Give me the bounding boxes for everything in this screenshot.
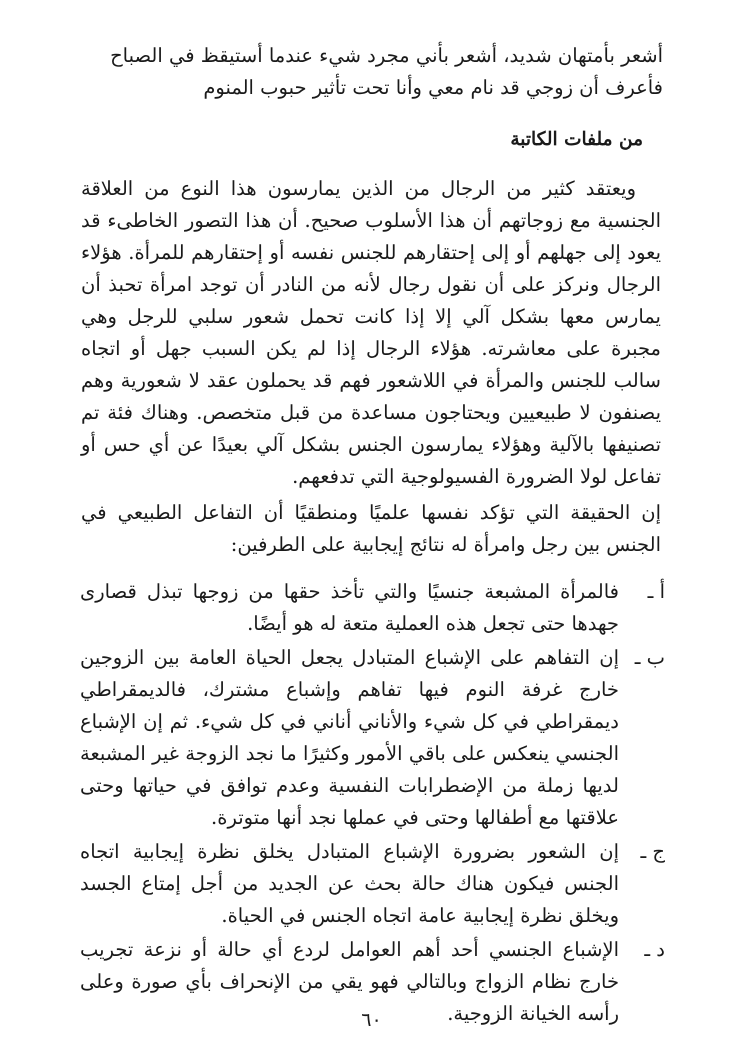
benefits-list — [80, 576, 665, 1032]
body-paragraph-1 — [81, 173, 661, 493]
paragraph-2-text: إن الحقيقة التي تؤكد نفسها علميًا ومنطقيًا أن التفاعل الطبيعي في الجنس بين رجل وامرأة له نتائج إيجابية على الطرفين: — [81, 501, 661, 556]
list-marker: ب ـ — [634, 646, 665, 669]
list-item-text: إن الشعور بضرورة الإشباع المتبادل يخلق نظرة إيجابية اتجاه الجنس فيكون هناك حالة بحث عن الجديد من أجل إمتاع الجسد ويخلق نظرة إيجابية عامة اتجاه الجنس في الحياة. — [80, 840, 619, 927]
section-heading: من ملفات الكاتبة — [510, 129, 643, 150]
list-item — [80, 576, 665, 640]
list-item — [80, 836, 665, 932]
list-item — [80, 642, 665, 834]
list-marker: ج ـ — [640, 840, 665, 863]
list-item-text: إن التفاهم على الإشباع المتبادل يجعل الحياة العامة بين الزوجين خارج غرفة النوم فيها تفاهم وإشباع مشترك، فالديمقراطي ديمقراطي في كل شيء والأناني أناني في كل شيء. ثم إن الإشباع الجنسي ينعكس على باقي الأمور وكثيرًا ما نجد الزوجة غير المشبعة لديها زملة من الإضطرابات النفسية وعدم توافق في حياتها وحتى علاقتها مع أطفالها وحتى في عملها نجد أنها متوترة. — [80, 646, 619, 829]
list-marker: أ ـ — [647, 580, 665, 603]
quote-line-2: فأعرف أن زوجي قد نام معي وأنا تحت تأثير حبوب المنوم — [203, 76, 663, 99]
list-item-text: الإشباع الجنسي أحد أهم العوامل لردع أي حالة أو نزعة تجريب خارج نظام الزواج وبالتالي فهو يقي من الإنحراف بأي صورة وعلى رأسه الخيانة الزوجية. — [80, 938, 619, 1025]
page-number: ٦٠ — [361, 1009, 382, 1031]
quote-line-1: أشعر بأمتهان شديد، أشعر بأني مجرد شيء عندما أستيقظ في الصباح — [110, 44, 663, 67]
list-marker: د ـ — [644, 938, 665, 961]
opening-quote — [103, 40, 663, 104]
list-item-text: فالمرأة المشبعة جنسيًا والتي تأخذ حقها من زوجها تبذل قصارى جهدها حتى تجعل هذه العملية متعة له هو أيضًا. — [80, 580, 619, 635]
body-paragraph-2 — [81, 497, 661, 561]
paragraph-1-text: ويعتقد كثير من الرجال من الذين يمارسون هذا النوع من العلاقة الجنسية مع زوجاتهم أن هذا الأسلوب صحيح. أن هذا التصور الخاطىء قد يعود إلى جهلهم أو إلى إحتقارهم للجنس نفسه أو إحتقارهم للمرأة. هؤلاء الرجال ونركز على أن نقول رجال لأنه من النادر أن توجد امرأة تحبذ أن يمارس معها بشكل آلي إلا إذا كانت تحمل شعور سلبي للرجل وهي مجبرة على معاشرته. هؤلاء الرجال إذا لم يكن السبب جهل أو اتجاه سالب للجنس والمرأة في اللاشعور فهم قد يحملون عقد لا شعورية وهم يصنفون لا طبيعيين ويحتاجون مساعدة من قبل متخصص. وهناك فئة تم تصنيفها بالآلية وهؤلاء يمارسون الجنس بشكل آلي بعيدًا عن أي حس أو تفاعل لولا الضرورة الفسيولوجية التي تدفعهم. — [81, 177, 661, 488]
